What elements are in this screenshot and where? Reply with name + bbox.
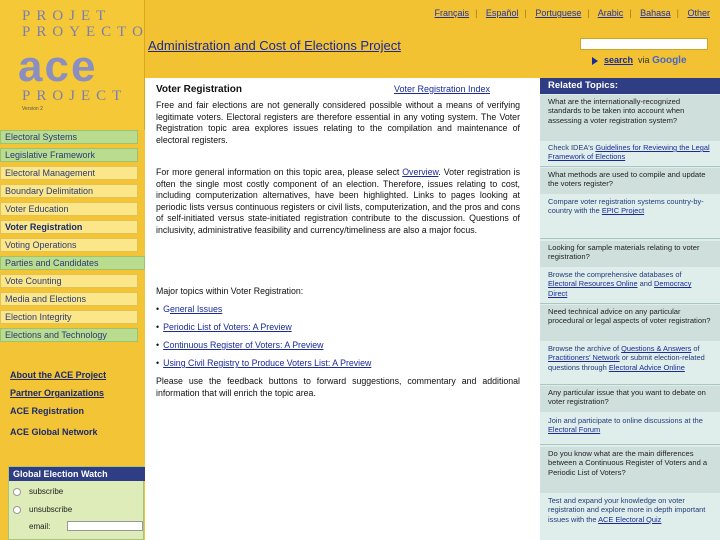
nav-item-media-and-elections[interactable]: Media and Elections — [0, 292, 138, 306]
search-input[interactable] — [580, 38, 708, 50]
global-election-watch-box — [8, 466, 144, 540]
related-topics-sidebar — [540, 78, 720, 540]
logo-text-project: PROJECT — [22, 88, 128, 104]
arrow-right-icon — [592, 57, 598, 65]
major-topics-heading: Major topics within Voter Registration: — [156, 286, 304, 296]
topic-periodic-list[interactable]: • Periodic List of Voters: A Preview — [156, 322, 292, 332]
divider — [540, 384, 720, 385]
nav-item-election-integrity[interactable]: Election Integrity — [0, 310, 138, 324]
gew-subscribe-option[interactable]: subscribe — [13, 487, 63, 496]
related-answer: Browse the comprehensive databases of Electoral Resources Online and Democracy Direct — [548, 270, 692, 298]
related-question: Any particular issue that you want to debate on voter registration? — [540, 386, 720, 412]
ace-electoral-quiz-link[interactable]: ACE Electoral Quiz — [598, 514, 662, 524]
topic-continuous-register[interactable]: • Continuous Register of Voters: A Preview — [156, 340, 324, 350]
topic-nav-list — [0, 130, 145, 346]
electoral-forum-link[interactable]: Electoral Forum — [548, 425, 601, 435]
overview-paragraph: For more general information on this topic area, please select Overview. Voter registration is often the single most costly component of an election. Therefore, issues relating to cost, including computerization alternatives, have been highlighted. Links to pages looking at periodic lists versus continuous registers or civil lists, computerization, and the pros and cons of self-initiated versus state-initiated registration contribute to the discussion. Questions of inclusivity, administrative feasibility and currency/timeliness are also a major focus. — [156, 167, 520, 235]
language-bar: Français | Español | Portuguese | Arabic | Bahasa | Other — [434, 8, 710, 18]
nav-item-parties-and-candidates[interactable]: Parties and Candidates — [0, 256, 145, 270]
related-question: Need technical advice on any particular procedural or legal aspects of voter registration? — [540, 305, 720, 341]
logo-text-proyecto: PROYECTO — [22, 24, 149, 40]
divider — [540, 444, 720, 445]
overview-link[interactable]: Overview — [402, 167, 439, 177]
topic-general-issues[interactable]: • General Issues — [156, 304, 223, 314]
search-link[interactable]: search — [604, 55, 634, 65]
guidelines-link[interactable]: Guidelines for Reviewing the Legal Framework of Elections — [548, 143, 710, 162]
language-link-other[interactable]: Other — [687, 8, 710, 18]
related-question: What are the internationally-recognized standards to be taken into account when assessing a voter registration system? — [540, 95, 720, 141]
nav-item-voter-education[interactable]: Voter Education — [0, 202, 138, 216]
gew-email-label: email: — [29, 522, 51, 531]
questions-answers-link[interactable]: Questions & Answers — [621, 344, 692, 353]
divider — [540, 238, 720, 239]
nav-item-voter-registration[interactable]: Voter Registration — [0, 220, 138, 234]
nav-item-voting-operations[interactable]: Voting Operations — [0, 238, 138, 252]
radio-icon[interactable] — [13, 488, 21, 496]
related-answer: Test and expand your knowledge on voter registration and explore more in depth important issues with the ACE Electoral Quiz — [548, 496, 706, 524]
language-link-spanish[interactable]: Español — [485, 8, 519, 18]
search-row — [592, 55, 687, 66]
ace-logo[interactable] — [0, 0, 149, 130]
logo-text-ace: ace — [18, 42, 98, 91]
feedback-paragraph: Please use the feedback buttons to forward suggestions, commentary and additional information that will enrich the topic area. — [156, 376, 520, 398]
related-topics-heading: Related Topics: — [540, 78, 720, 94]
partner-organizations-link[interactable]: Partner Organizations — [10, 388, 105, 398]
gew-unsubscribe-option[interactable]: unsubscribe — [13, 505, 72, 514]
topic-civil-registry[interactable]: • Using Civil Registry to Produce Voters List: A Preview — [156, 358, 372, 368]
voter-registration-index-link[interactable]: Voter Registration Index — [394, 84, 491, 94]
search-via-label: via — [638, 55, 650, 65]
nav-item-vote-counting[interactable]: Vote Counting — [0, 274, 138, 288]
nav-item-electoral-systems[interactable]: Electoral Systems — [0, 130, 138, 144]
language-link-arabic[interactable]: Arabic — [597, 8, 624, 18]
gew-email-input[interactable] — [67, 521, 143, 531]
google-logo: Google — [652, 55, 687, 66]
gew-title: Global Election Watch — [9, 467, 145, 481]
site-title-link[interactable]: Administration and Cost of Elections Project — [148, 38, 401, 53]
related-question: Do you know what are the main differences between a Continuous Register of Voters and a Periodic List of Voters? — [540, 447, 720, 493]
language-link-french[interactable]: Français — [434, 8, 470, 18]
related-answer: Check IDEA's Guidelines for Reviewing the Legal Framework of Elections — [548, 143, 710, 162]
epic-project-link[interactable]: EPIC Project — [601, 206, 645, 216]
main-content — [152, 78, 524, 540]
related-answer: Join and participate to online discussions at the Electoral Forum — [548, 416, 703, 435]
divider — [540, 166, 720, 167]
democracy-direct-link[interactable]: Democracy Direct — [548, 279, 692, 298]
language-link-portuguese[interactable]: Portuguese — [535, 8, 582, 18]
electoral-resources-online-link[interactable]: Electoral Resources Online — [548, 279, 638, 289]
related-answer: Browse the archive of Questions & Answers of Practitioners' Network or submit election-related questions through Electoral Advice Online — [548, 344, 705, 372]
nav-item-legislative-framework[interactable]: Legislative Framework — [0, 148, 138, 162]
related-question: Looking for sample materials relating to voter registration? — [540, 241, 720, 267]
nav-item-elections-and-technology[interactable]: Elections and Technology — [0, 328, 138, 342]
language-link-bahasa[interactable]: Bahasa — [640, 8, 671, 18]
ace-global-network-link[interactable]: ACE Global Network — [10, 427, 98, 437]
nav-item-boundary-delimitation[interactable]: Boundary Delimitation — [0, 184, 138, 198]
nav-item-electoral-management[interactable]: Electoral Management — [0, 166, 138, 180]
intro-paragraph: Free and fair elections are not generally considered possible without a means of verifying legitimate voters. Electoral registers are therefore essential in any voting system. The Voter Registration topic area explores issues relating to the compilation and maintenance of electoral registers. — [156, 100, 520, 145]
ace-registration-link[interactable]: ACE Registration — [10, 406, 85, 416]
related-answer: Compare voter registration systems country-by-country with the EPIC Project — [548, 197, 704, 216]
practitioners-network-link[interactable]: Practitioners' Network — [548, 353, 620, 363]
electoral-advice-online-link[interactable]: Electoral Advice Online — [608, 362, 685, 372]
logo-text-projet: PROJET — [22, 8, 112, 24]
logo-version: Version 2 — [22, 106, 43, 112]
about-ace-link[interactable]: About the ACE Project — [10, 370, 107, 380]
divider — [540, 303, 720, 304]
related-question: What methods are used to compile and update the voters register? — [540, 168, 720, 194]
radio-icon[interactable] — [13, 506, 21, 514]
page-title: Voter Registration — [156, 84, 242, 95]
